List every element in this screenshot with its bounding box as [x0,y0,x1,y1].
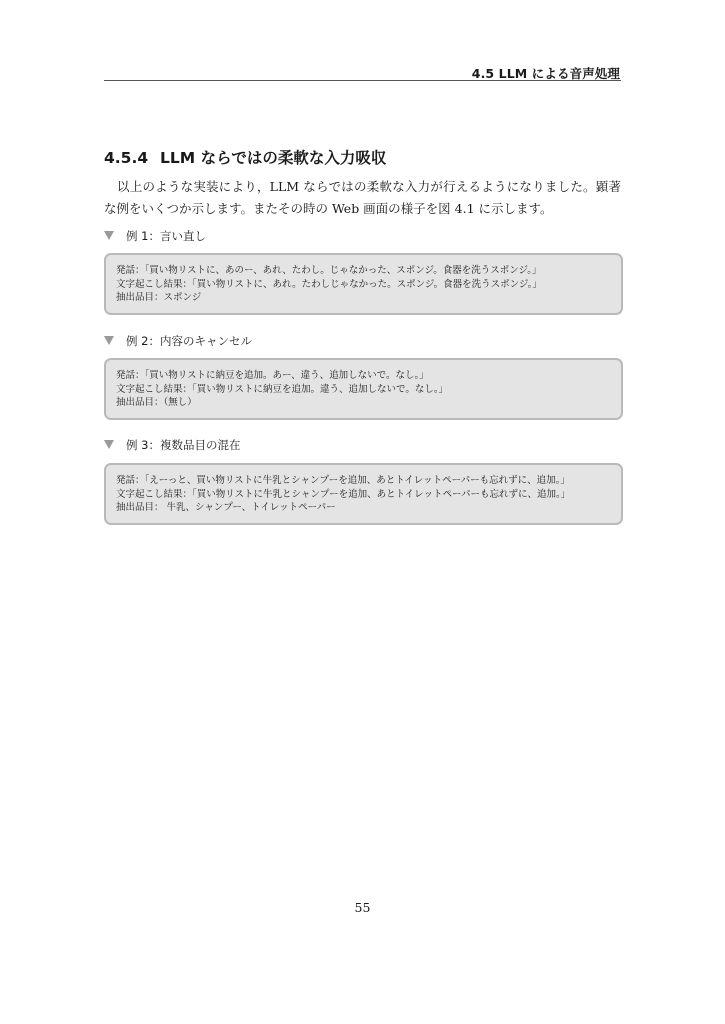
transcription-line: 文字起こし結果：「買い物リストに牛乳とシャンプーを追加、あとトイレットペーパーも忘れずに、追加。」 [116,488,571,500]
section-number: 4.5.4 [104,149,149,167]
example-3-box [104,463,623,525]
triangle-bullet-icon [104,336,114,345]
section-title [104,146,386,168]
utterance-line: 発話：「買い物リストに、あのー、あれ、たわし。じゃなかった、スポンジ。食器を洗うスポンジ。」 [116,265,542,276]
example-heading-text: 例 1：言い直し [126,229,206,243]
header-rule [104,80,621,81]
example-3-heading [104,437,240,453]
example-heading-text: 例 2：内容のキャンセル [126,334,252,348]
extracted-items-line: 抽出品目：（無し） [116,397,197,408]
extracted-items-line: 抽出品目： 牛乳、シャンプー、トイレットペーパー [116,502,336,513]
example-2-box [104,358,623,420]
section-title-text: LLM ならではの柔軟な入力吸収 [160,149,387,167]
utterance-line: 発話：「えーっと、買い物リストに牛乳とシャンプーを追加、あとトイレットペーパーも忘れずに、追加。」 [116,475,570,486]
extracted-items-line: 抽出品目：スポンジ [116,292,202,303]
example-1-box [104,253,623,315]
page-number: 55 [354,900,371,915]
example-heading-text: 例 3：複数品目の混在 [126,438,241,452]
body-paragraph: 以上のような実装により，LLM ならではの柔軟な入力が行えるようになりました。顕著な例をいくつか示します。またその時の Web 画面の様子を図 4.1 に示します。 [104,179,621,216]
transcription-line: 文字起こし結果：「買い物リストに、あれ。たわしじゃなかった。スポンジ。食器を洗うスポンジ。」 [116,278,542,290]
triangle-bullet-icon [104,440,114,449]
example-2-heading [104,333,252,349]
running-header: 4.5 LLM による音声処理 [471,66,620,81]
transcription-line: 文字起こし結果：「買い物リストに納豆を追加。違う、追加しないで。なし。」 [116,383,449,395]
utterance-line: 発話：「買い物リストに納豆を追加。あー、違う、追加しないで。なし。」 [116,370,429,381]
triangle-bullet-icon [104,231,114,240]
example-1-heading [104,228,206,244]
